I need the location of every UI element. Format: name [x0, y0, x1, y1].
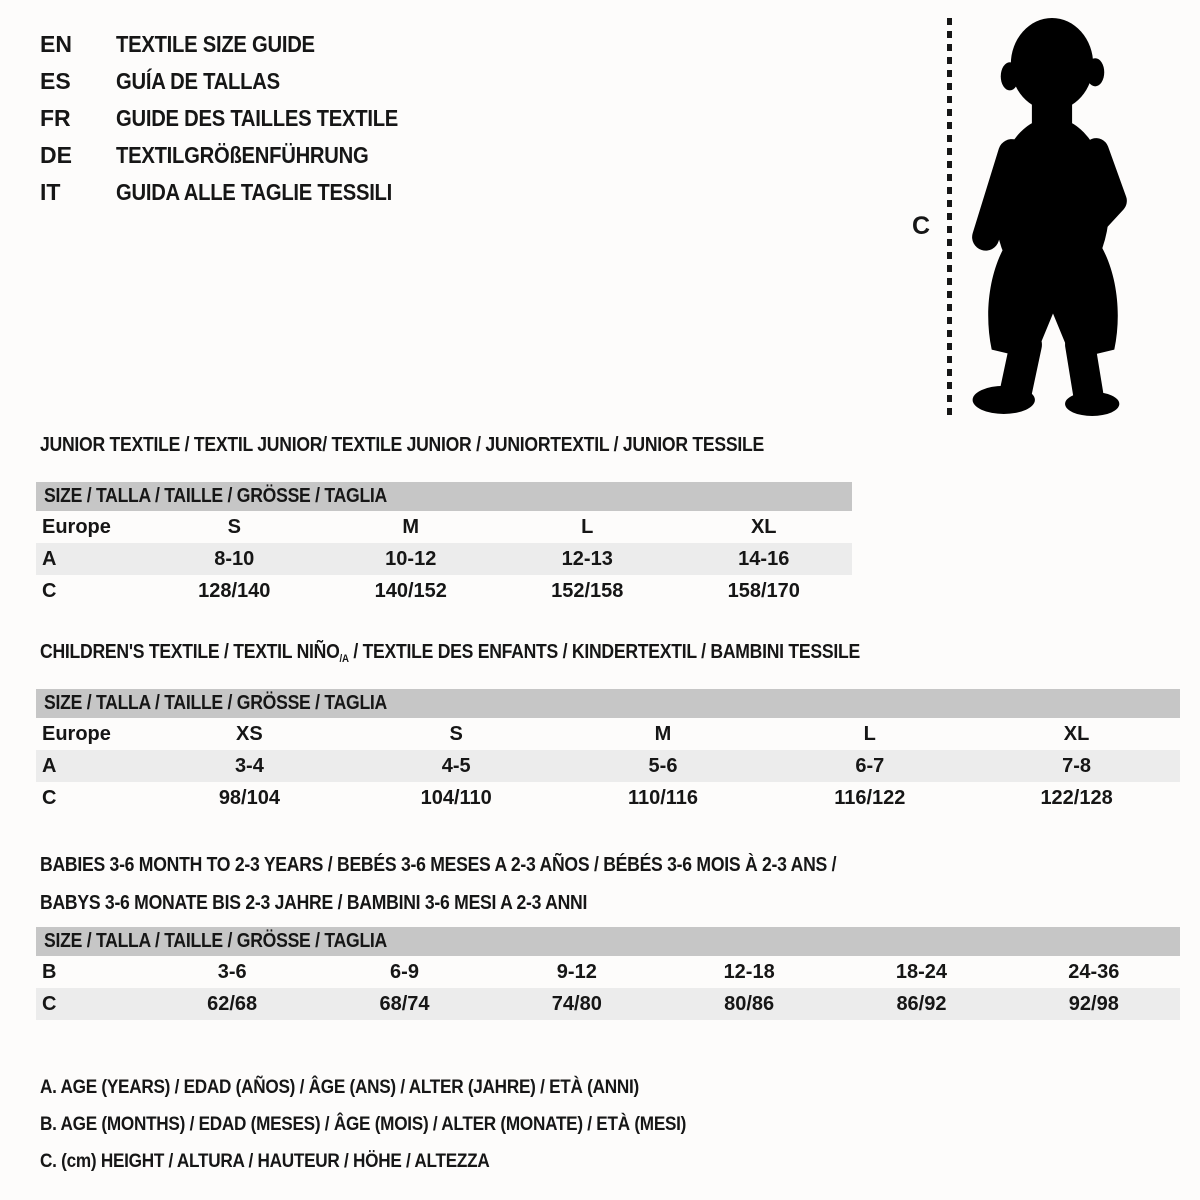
size-cell: 68/74 [379, 992, 430, 1015]
size-cell: 104/110 [420, 786, 492, 809]
children-size-table [36, 689, 1180, 814]
language-label: TEXTILE SIZE GUIDE [116, 31, 315, 57]
size-cell: M [402, 515, 420, 538]
height-dashed-line [947, 18, 952, 416]
babies-section-title [40, 846, 945, 922]
table-row-age [36, 543, 852, 575]
size-cell: 110/116 [627, 786, 699, 809]
language-list [40, 26, 437, 211]
table-row-height [36, 575, 852, 607]
size-cell: XL [750, 515, 777, 538]
size-cell: 92/98 [1068, 992, 1119, 1015]
size-header-text: SIZE / TALLA / TAILLE / GRÖSSE / TAGLIA [44, 485, 388, 507]
legend-line-b-text: B. AGE (MONTHS) / EDAD (MESES) / ÂGE (MOIS) / ALTER (MONATE) / ETÀ (MESI) [40, 1113, 687, 1135]
size-cell: 5-6 [648, 754, 678, 777]
size-cell: S [449, 722, 463, 745]
language-code: DE [40, 142, 72, 168]
row-label: C [42, 786, 57, 809]
table-row-europe [36, 511, 852, 543]
language-label: GUIDE DES TAILLES TEXTILE [116, 105, 399, 131]
size-cell: 158/170 [727, 579, 800, 602]
row-label: A [42, 547, 57, 570]
size-header-text: SIZE / TALLA / TAILLE / GRÖSSE / TAGLIA [44, 692, 388, 714]
language-row [40, 26, 437, 63]
toddler-silhouette-icon [962, 10, 1146, 422]
babies-size-table [36, 927, 1180, 1020]
size-cell: 14-16 [738, 547, 790, 570]
size-cell: 12-13 [561, 547, 613, 570]
row-label: A [42, 754, 57, 777]
size-cell: 152/158 [551, 579, 624, 602]
children-title-subscript: /A [339, 652, 349, 665]
size-cell: M [654, 722, 672, 745]
size-header-bar [36, 689, 1180, 718]
row-label: C [42, 579, 57, 602]
row-label: C [42, 992, 57, 1015]
language-label: GUÍA DE TALLAS [116, 68, 280, 94]
size-header-text: SIZE / TALLA / TAILLE / GRÖSSE / TAGLIA [44, 930, 388, 952]
size-cell: 140/152 [374, 579, 447, 602]
size-cell: L [581, 515, 594, 538]
size-cell: 86/92 [896, 992, 947, 1015]
table-row-months [36, 956, 1180, 988]
size-cell: 74/80 [551, 992, 602, 1015]
size-cell: 10-12 [385, 547, 437, 570]
table-row-height [36, 988, 1180, 1020]
junior-section-title [40, 434, 863, 457]
height-measure-label: C [912, 212, 931, 240]
row-label: Europe [42, 722, 111, 745]
legend-line-c-text: C. (cm) HEIGHT / ALTURA / HAUTEUR / HÖHE / ALTEZZA [40, 1150, 490, 1172]
size-cell: 6-7 [855, 754, 885, 777]
size-cell: 24-36 [1068, 960, 1120, 983]
size-cell: 128/140 [198, 579, 271, 602]
size-cell: 98/104 [218, 786, 280, 809]
babies-title-line2: BABYS 3-6 MONATE BIS 2-3 JAHRE / BAMBINI 3-6 MESI A 2-3 ANNI [40, 892, 588, 914]
language-code: FR [40, 105, 71, 131]
legend-line-b [40, 1106, 774, 1143]
language-label: TEXTILGRÖßENFÜHRUNG [116, 142, 369, 168]
language-code: IT [40, 179, 61, 205]
junior-size-table [36, 482, 852, 607]
size-cell: XS [236, 722, 263, 745]
size-cell: S [227, 515, 241, 538]
table-row-height [36, 782, 1180, 814]
size-cell: 3-4 [234, 754, 264, 777]
size-cell: 9-12 [556, 960, 597, 983]
size-cell: 7-8 [1062, 754, 1092, 777]
size-header-bar [36, 482, 852, 511]
junior-section-title-text: JUNIOR TEXTILE / TEXTIL JUNIOR/ TEXTILE JUNIOR / JUNIORTEXTIL / JUNIOR TESSILE [40, 434, 764, 456]
size-cell: 122/128 [1040, 786, 1113, 809]
size-cell: 80/86 [724, 992, 775, 1015]
row-label: B [42, 960, 57, 983]
size-cell: 6-9 [390, 960, 419, 983]
size-cell: 4-5 [441, 754, 471, 777]
children-title-rest: / TEXTILE DES ENFANTS / KINDERTEXTIL / BAMBINI TESSILE [348, 641, 860, 663]
size-cell: 12-18 [723, 960, 775, 983]
language-row [40, 137, 437, 174]
legend-line-a-text: A. AGE (YEARS) / EDAD (AÑOS) / ÂGE (ANS) / ALTER (JAHRE) / ETÀ (ANNI) [40, 1076, 639, 1098]
measurement-legend [40, 1069, 774, 1180]
size-cell: 62/68 [207, 992, 258, 1015]
size-header-bar [36, 927, 1180, 956]
children-title-main: CHILDREN'S TEXTILE / TEXTIL NIÑO [40, 641, 340, 663]
legend-line-a [40, 1069, 774, 1106]
babies-title-line1: BABIES 3-6 MONTH TO 2-3 YEARS / BEBÉS 3-6 MESES A 2-3 AÑOS / BÉBÉS 3-6 MOIS À 2-3 ANS / [40, 854, 837, 876]
language-row [40, 100, 437, 137]
size-cell: 3-6 [217, 960, 247, 983]
legend-line-c [40, 1143, 774, 1180]
language-code: EN [40, 31, 72, 57]
row-label: Europe [42, 515, 111, 538]
size-cell: 116/122 [834, 786, 906, 809]
children-section-title-text [40, 641, 860, 664]
table-row-age [36, 750, 1180, 782]
children-section-title [40, 641, 972, 664]
language-row [40, 63, 437, 100]
size-cell: 8-10 [214, 547, 255, 570]
language-row [40, 174, 437, 211]
language-code: ES [40, 68, 71, 94]
table-row-europe [36, 718, 1180, 750]
language-label: GUIDA ALLE TAGLIE TESSILI [116, 179, 393, 205]
size-cell: L [863, 722, 876, 745]
size-cell: XL [1063, 722, 1090, 745]
size-cell: 18-24 [895, 960, 948, 983]
